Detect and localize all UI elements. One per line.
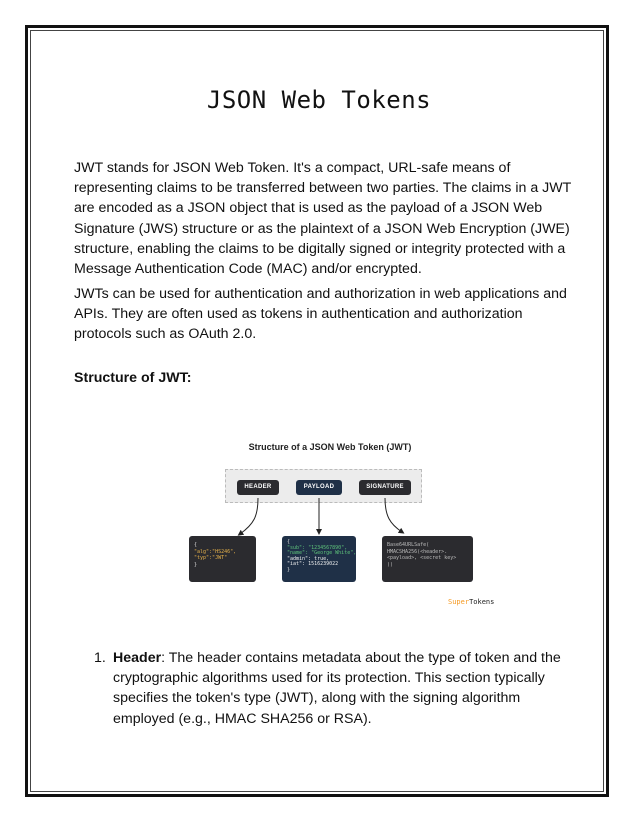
list-item-number: 1. [94,650,106,666]
list-item-term: Header [113,650,162,666]
payload-code-line: "sub": "1234567890", [287,544,348,551]
payload-code-box [282,536,356,582]
payload-pill: PAYLOAD [296,480,342,495]
usage-paragraph: JWTs can be used for authentication and authorization in web applications and APIs. They are often used as tokens in authentication and authorization protocols such as OAuth 2.0. [74,286,567,343]
list-item-body [113,648,573,729]
signature-code-box [382,536,473,582]
header-code-box [189,536,256,582]
payload-code-line: "name": "George White", [287,550,357,557]
signature-pill: SIGNATURE [359,480,411,495]
signature-code-line: )) [387,561,394,568]
header-code-line: "typ":"JWT" [194,555,228,562]
header-pill: HEADER [237,480,279,495]
signature-arrow [385,498,402,532]
brand-prefix: Super [448,598,470,606]
list-item-text: : The header contains metadata about the type of token and the cryptographic algorithms used for its protection. This section typically specifies the token's type (JWT), along with the signing algorithm employed (e.g., HMAC SHA256 or RSA). [113,650,561,727]
jwt-structure-diagram [180,436,510,616]
payload-code-line: { [287,539,291,545]
diagram-title: Structure of a JSON Web Token (JWT) [248,442,412,452]
header-arrow [240,498,258,534]
payload-code-line: "iat": 1516239022 [287,561,339,568]
signature-code-line: <payload>, <secret key> [387,555,457,562]
signature-code-line: HMACSHA256(<header>. [387,548,448,555]
supertokens-logo [448,598,494,606]
payload-code-line: "admin": true, [287,555,330,562]
header-code-line: } [194,561,198,568]
section-heading: Structure of JWT: [74,370,192,386]
diagram-arrows [180,436,510,616]
intro-paragraph: JWT stands for JSON Web Token. It's a compact, URL-safe means of representing claims to be transferred between two parties. The claims in a JWT are encoded as a JSON object that is used as the payload of a JSON Web Signature (JWS) structure or as the plaintext of a JSON Web Encryption (JWE) structure, enabling the claims to be digitally signed or integrity protected with a Message Authentication Code (MAC) and/or encrypted. [74,160,572,278]
payload-code-line: } [287,566,291,573]
signature-code-line: Base64URLSafe( [387,542,430,548]
page-title: JSON Web Tokens [206,86,432,114]
brand-suffix: Tokens [469,598,495,606]
header-code-line: "alg":"HS246", [194,548,237,555]
header-code-line: { [194,542,198,548]
